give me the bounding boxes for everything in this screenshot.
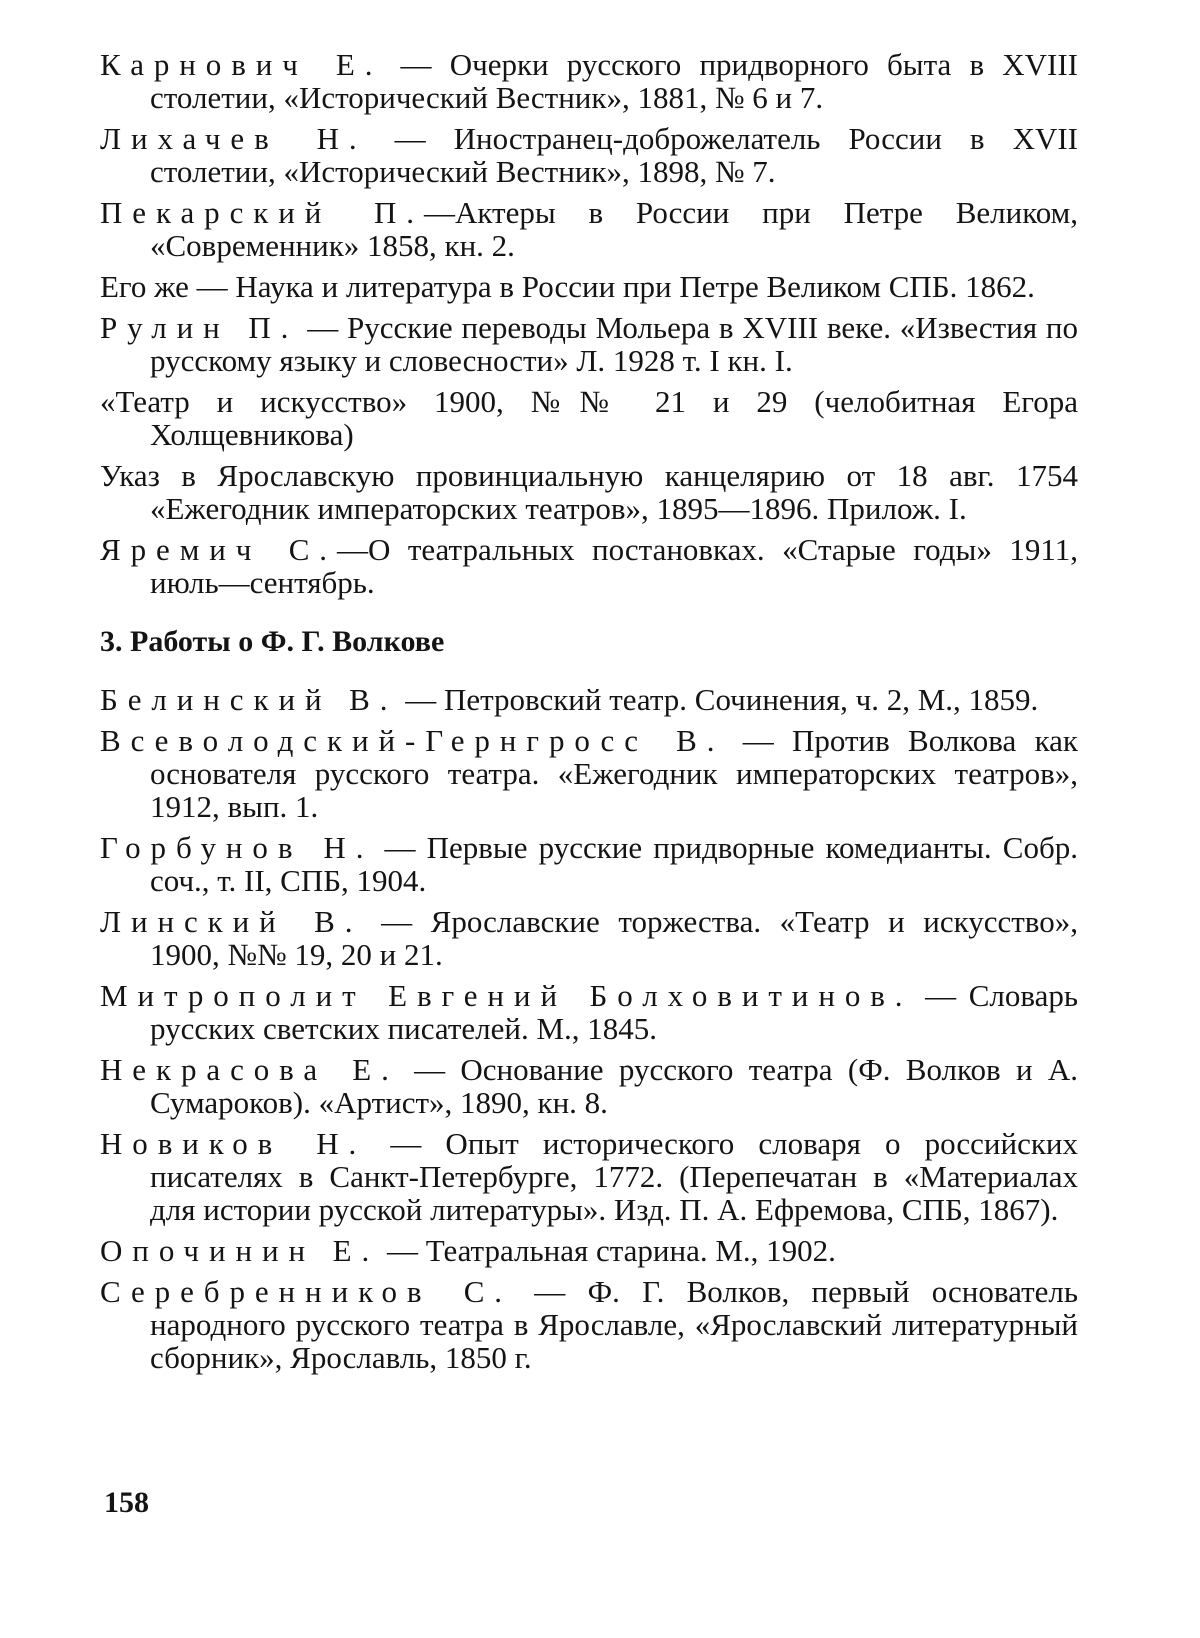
bibliography-entry	[100, 48, 1078, 114]
entry-author: Опочинин Е.	[100, 1233, 380, 1268]
bibliography-entry	[100, 459, 1078, 525]
bibliography-page	[100, 48, 1078, 1382]
entry-text: — Первые русские придворные комедианты. Собр. соч., т. II, СПБ, 1904.	[150, 830, 1078, 898]
entry-author: Лихачев Н.	[100, 121, 367, 156]
entry-text: — Русские переводы Мольера в XVIII веке. «Известия по русскому языку и словесности» Л. 1928 т. I кн. I.	[150, 310, 1078, 378]
entry-author: Горбунов Н.	[100, 830, 374, 865]
entry-author: Линский В.	[100, 904, 363, 939]
entry-text: «Театр и искусство» 1900, №№ 21 и 29 (челобитная Егора Холщевникова)	[100, 384, 1078, 452]
bibliography-entry	[100, 979, 1078, 1045]
entry-text: — Ярославские торжества. «Театр и искусство», 1900, №№ 19, 20 и 21.	[150, 904, 1078, 972]
entry-author: Яремич С.	[100, 532, 337, 567]
bibliography-entry	[100, 122, 1078, 188]
entry-text: — Против Волкова как основателя русского театра. «Ежегодник императорских театров», 1912, вып. 1.	[150, 723, 1078, 824]
bibliography-entry	[100, 533, 1078, 599]
entry-text: Указ в Ярославскую провинциальную канцелярию от 18 авг. 1754 «Ежегодник императорских театров», 1895—1896. Прилож. I.	[100, 458, 1078, 526]
bibliography-entry	[100, 683, 1078, 716]
entry-text: — Театральная старина. М., 1902.	[379, 1233, 836, 1268]
bibliography-entry	[100, 311, 1078, 377]
entry-author: Карнович Е.	[100, 47, 383, 82]
entry-author: Всеволодский-Гернгросс В.	[100, 723, 725, 758]
section-heading: 3. Работы о Ф. Г. Волкове	[100, 625, 445, 658]
page-number: 158	[104, 1486, 149, 1519]
bibliography-entry	[100, 1234, 1078, 1267]
entry-text: Его же — Наука и литература в России при Петре Великом СПБ. 1862.	[100, 269, 1035, 304]
bibliography-entry	[100, 1053, 1078, 1119]
entry-text: — Иностранец-доброжелатель России в XVII столетии, «Исторический Вестник», 1898, № 7.	[150, 121, 1078, 189]
bibliography-entry	[100, 270, 1078, 303]
entry-text: — Ф. Г. Волков, первый основатель народного русского театра в Ярославле, «Ярославский литературный сборник», Ярославль, 1850 г.	[150, 1274, 1078, 1375]
entry-text: — Словарь русских светских писателей. М., 1845.	[150, 978, 1078, 1046]
bibliography-entry	[100, 385, 1078, 451]
bibliography-entry	[100, 905, 1078, 971]
entry-text: —Актеры в России при Петре Великом, «Современник» 1858, кн. 2.	[150, 195, 1078, 263]
entry-text: — Очерки русского придворного быта в XVIII столетии, «Исторический Вестник», 1881, № 6 и 7.	[150, 47, 1078, 115]
entry-author: Рулин П.	[100, 310, 299, 345]
entry-text: — Опыт исторического словаря о российских писателях в Санкт-Петербурге, 1772. (Перепечатан в «Материалах для истории русской литературы». Изд. П. А. Ефремова, СПБ, 1867).	[150, 1126, 1078, 1227]
entry-author: Новиков Н.	[100, 1126, 367, 1161]
entry-text: — Основание русского театра (Ф. Волков и А. Сумароков). «Артист», 1890, кн. 8.	[150, 1052, 1078, 1120]
entry-author: Некрасова Е.	[100, 1052, 399, 1087]
bibliography-entry	[100, 1127, 1078, 1226]
entry-text: —О театральных постановках. «Старые годы» 1911, июль—сентябрь.	[150, 532, 1078, 600]
entry-author: Митрополит Евгений Болховитинов.	[100, 978, 913, 1013]
entry-author: Пекарский П.	[100, 195, 424, 230]
bibliography-entry	[100, 1275, 1078, 1374]
entry-author: Серебренников С.	[100, 1274, 512, 1309]
entry-text: — Петровский театр. Сочинения, ч. 2, М., 1859.	[397, 682, 1039, 717]
bibliography-entry	[100, 831, 1078, 897]
bibliography-entry	[100, 196, 1078, 262]
entry-author: Белинский В.	[100, 682, 398, 717]
bibliography-entry	[100, 724, 1078, 823]
